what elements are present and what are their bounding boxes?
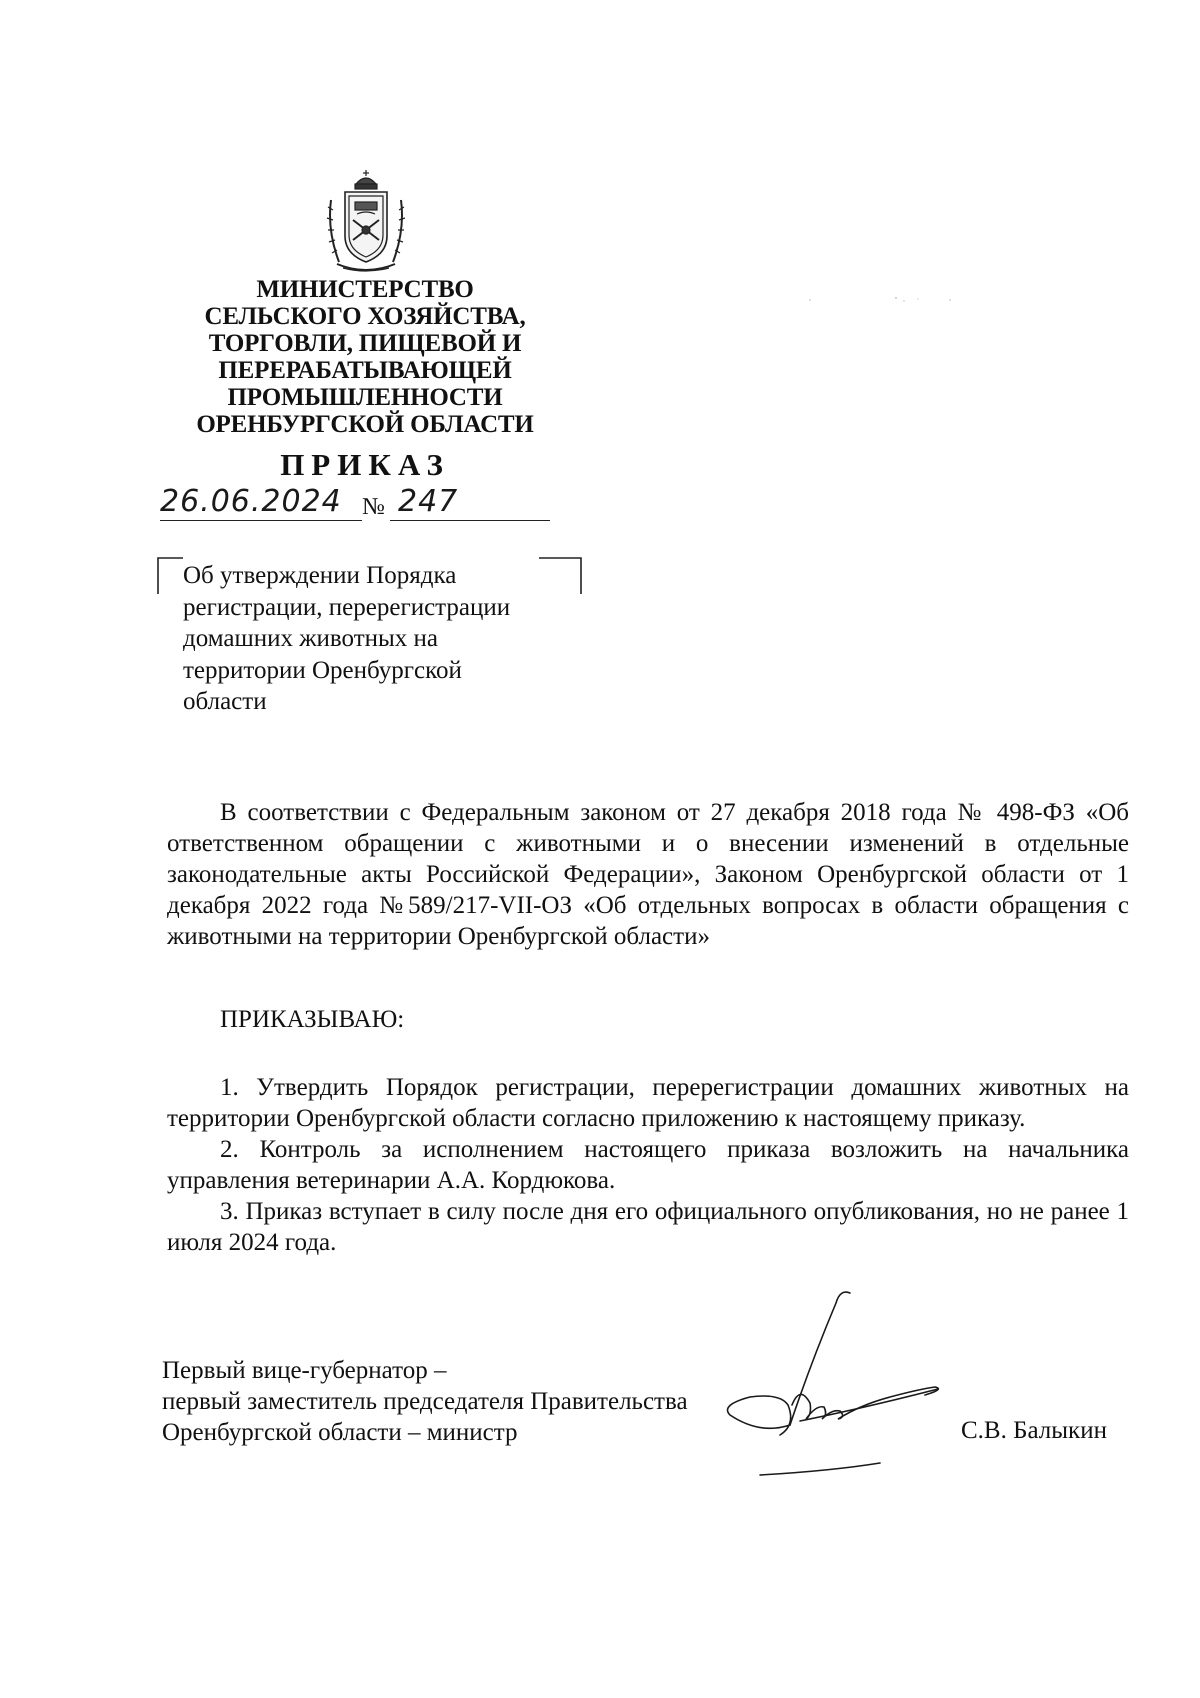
number-sign: №	[362, 494, 385, 520]
coat-of-arms-icon	[323, 170, 409, 276]
ministry-line: ПЕРЕРАБАТЫВАЮЩЕЙ	[218, 357, 512, 384]
order-item: 2. Контроль за исполнением настоящего приказа возложить на начальника управления ветеринарии А.А. Кордюкова.	[167, 1136, 1129, 1194]
order-word: ПРИКАЗЫВАЮ:	[220, 1006, 405, 1033]
date-underline	[160, 520, 362, 521]
subject-line: домашних животных на	[183, 625, 439, 652]
subject-line: регистрации, перерегистрации	[183, 593, 511, 621]
number-underline	[390, 520, 550, 521]
scan-specks	[800, 294, 960, 306]
ministry-line: МИНИСТЕРСТВО	[256, 276, 474, 303]
ministry-line: ОРЕНБУРГСКОЙ ОБЛАСТИ	[196, 411, 534, 438]
order-items	[167, 1072, 1129, 1258]
ministry-line: ПРОМЫШЛЕННОСТИ	[227, 384, 503, 411]
subject-line: области	[183, 688, 267, 715]
order-number-handwritten: 247	[398, 484, 459, 519]
order-item: 1. Утвердить Порядок регистрации, перерегистрации домашних животных на территории Оренбургской области согласно приложению к настоящему приказу.	[167, 1074, 1129, 1132]
signer-name: С.В. Балыкин	[961, 1417, 1107, 1444]
ministry-line: СЕЛЬСКОГО ХОЗЯЙСТВА,	[204, 303, 526, 330]
order-subject	[183, 560, 510, 718]
handwritten-signature-icon	[700, 1285, 960, 1485]
bracket-left-icon	[155, 556, 185, 596]
ministry-header	[190, 276, 540, 438]
signatory-position	[162, 1355, 688, 1448]
order-title: ПРИКАЗ	[280, 447, 450, 482]
position-line: Первый вице-губернатор –	[162, 1357, 447, 1384]
ministry-line: ТОРГОВЛИ, ПИЩЕВОЙ И	[208, 330, 522, 357]
order-item: 3. Приказ вступает в силу после дня его официального опубликования, но не ранее 1 июля 2024 года.	[167, 1198, 1129, 1256]
bracket-right-icon	[537, 556, 585, 596]
intro-paragraph: В соответствии с Федеральным законом от 27 декабря 2018 года № 498-ФЗ «Об ответственном обращении с животными и о внесении изменений в отдельные законодательные акты Российской Федерации», Законом Оренбургской области от 1 декабря 2022 года №589/217-VII-ОЗ «Об отдельных вопросах в области обращения с животными на территории Оренбургской области»	[167, 799, 1129, 950]
position-line: первый заместитель председателя Правительства	[162, 1388, 688, 1415]
position-line: Оренбургской области – министр	[162, 1419, 518, 1446]
subject-line: Об утверждении Порядка	[183, 562, 457, 589]
subject-line: территории Оренбургской	[183, 656, 462, 684]
order-date-handwritten: 26.06.2024	[160, 484, 342, 519]
